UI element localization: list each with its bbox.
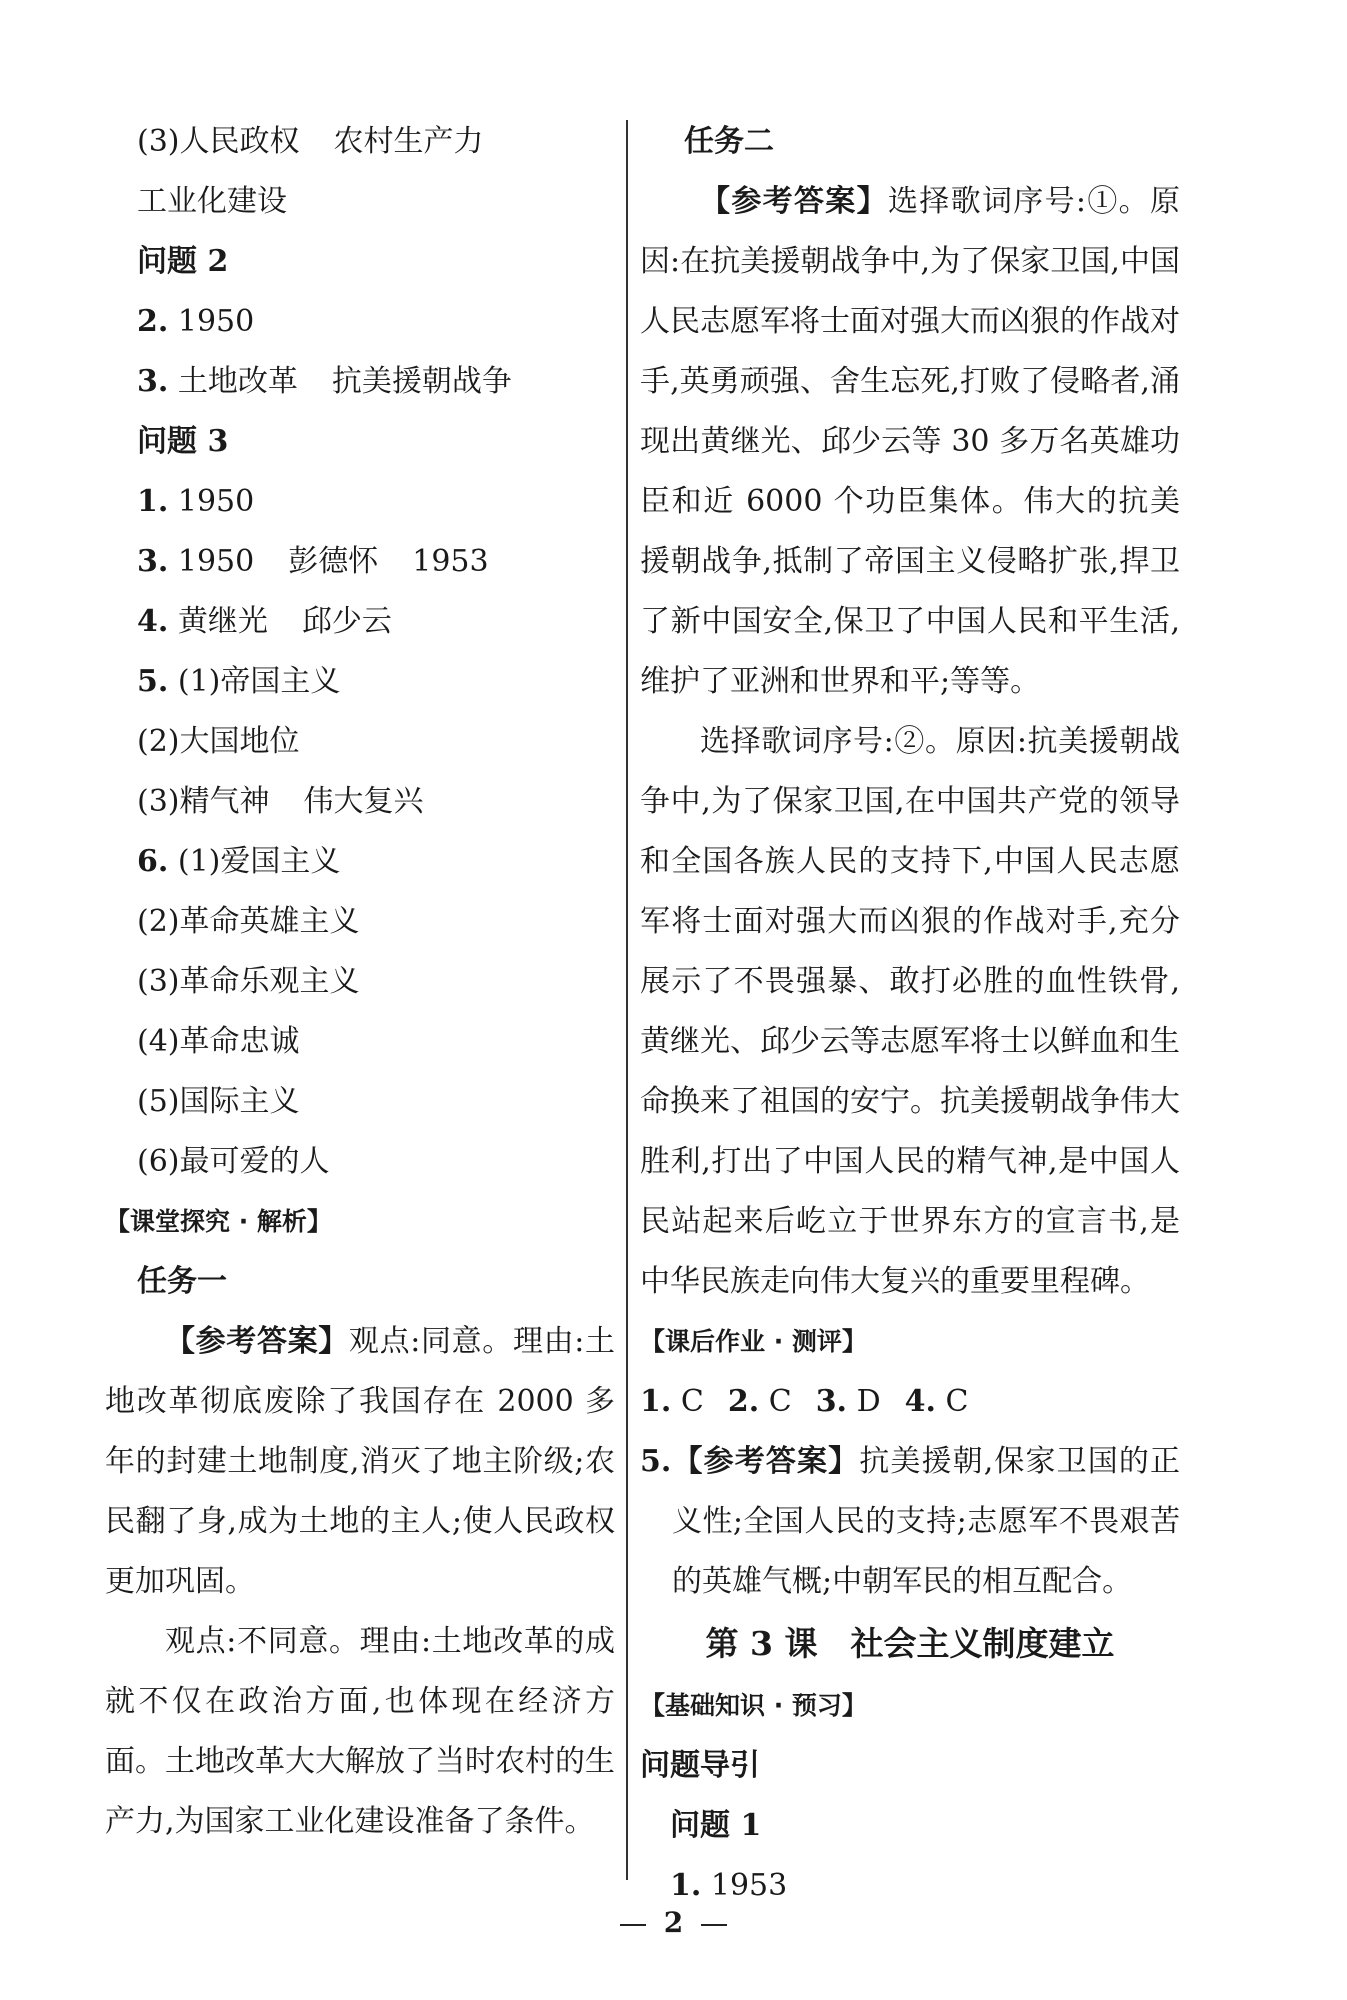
answer-line: 工业化建设 — [137, 184, 287, 219]
right-column — [640, 112, 1180, 1916]
item-number: 1. — [137, 484, 169, 519]
paragraph-text: 选择歌词序号:①。原因:在抗美援朝战争中,为了保家卫国,中国人民志愿军将士面对强大而凶狠的作战对手,英勇顽强、舍生忘死,打败了侵略者,涌现出黄继光、邱少云等 30 多万名英雄功臣和近 6000 个功臣集体。伟大的抗美援朝战争,抵制了帝国主义侵略扩张,捍卫了新中国安全,保卫了中国人民和平生活,维护了亚洲和世界和平;等等。 — [640, 184, 1181, 699]
paragraph-text: 观点:同意。理由:土地改革彻底废除了我国存在 2000 多年的封建土地制度,消灭了地主阶级;农民翻了身,成为土地的主人;使人民政权更加巩固。 — [105, 1324, 616, 1599]
item-number: 3. — [815, 1384, 848, 1419]
paragraph-text: 抗美援朝,保家卫国的正义性;全国人民的支持;志愿军不畏艰苦的英雄气概;中朝军民的相互配合。 — [672, 1444, 1180, 1599]
answer-line — [105, 772, 615, 832]
section-heading-homework: 【课后作业 · 测评】 — [640, 1327, 867, 1356]
lesson-title: 第 3 课 社会主义制度建立 — [705, 1624, 1115, 1663]
item-number: 6. — [137, 844, 169, 879]
answer-line: (5)国际主义 — [137, 1084, 300, 1119]
answer-text: 黄继光 — [177, 604, 268, 639]
answer-text: 彭德怀 — [288, 544, 379, 579]
answer-text: 土地改革 — [177, 364, 298, 399]
reference-answer-tag: 【参考答案】 — [671, 1444, 860, 1479]
answer-line: (3)革命乐观主义 — [137, 964, 360, 999]
answer-line — [105, 112, 615, 172]
answer-line: (2)革命英雄主义 — [137, 904, 360, 939]
answer-line: (2)大国地位 — [137, 724, 300, 759]
answer-text: C — [945, 1384, 969, 1419]
item-number: 1. — [670, 1868, 702, 1903]
question-heading: 问题 3 — [137, 424, 229, 459]
item-number: 3. — [137, 364, 169, 399]
item-number: 2. — [727, 1384, 760, 1419]
answer-text: C — [768, 1384, 792, 1419]
question-heading: 问题 2 — [137, 244, 229, 279]
answer-text: (3)精气神 — [137, 784, 270, 819]
answer-text: 1950 — [177, 304, 255, 339]
item-number: 5. — [137, 664, 169, 699]
item-number: 4. — [904, 1384, 936, 1419]
answer-text: 抗美援朝战争 — [331, 364, 512, 399]
answer-text: D — [856, 1384, 881, 1419]
answer-text: 伟大复兴 — [303, 784, 424, 819]
item-number: 4. — [137, 604, 169, 639]
column-divider — [626, 120, 628, 1880]
page-number — [0, 1903, 1347, 1943]
task1-paragraph-2: 观点:不同意。理由:土地改革的成就不仅在政治方面,也体现在经济方面。土地改革大大解放了当时农村的生产力,为国家工业化建设准备了条件。 — [105, 1624, 615, 1839]
dash-decoration — [620, 1924, 646, 1926]
answer-line — [105, 832, 615, 892]
section-heading-explore: 【课堂探究 · 解析】 — [105, 1207, 332, 1236]
question-heading: 问题 1 — [670, 1808, 762, 1843]
answer-line — [105, 532, 615, 592]
task2-paragraph-1 — [640, 172, 1180, 712]
answer-text: 农村生产力 — [333, 124, 484, 159]
task2-paragraph-2: 选择歌词序号:②。原因:抗美援朝战争中,为了保家卫国,在中国共产党的领导和全国各族人民的支持下,中国人民志愿军将士面对强大而凶狠的作战对手,充分展示了不畏强暴、敢打必胜的血性铁骨,黄继光、邱少云等志愿军将士以鲜血和生命换来了祖国的安宁。抗美援朝战争伟大胜利,打出了中国人民的精气神,是中国人民站起来后屹立于世界东方的宣言书,是中华民族走向伟大复兴的重要里程碑。 — [640, 724, 1180, 1299]
answer-text: (1)爱国主义 — [177, 844, 341, 879]
task-heading: 任务一 — [137, 1264, 227, 1299]
answer-text: 1950 — [177, 484, 255, 519]
page-number-text: 2 — [663, 1906, 684, 1939]
section-heading-basic: 【基础知识 · 预习】 — [640, 1691, 867, 1720]
answer-line — [105, 652, 615, 712]
reference-answer-tag: 【参考答案】 — [700, 184, 888, 219]
item-number: 5. — [640, 1444, 672, 1479]
answer-text: (3)人民政权 — [137, 124, 300, 159]
answer-text: 1950 — [177, 544, 255, 579]
answer-text: 邱少云 — [301, 604, 392, 639]
answer-line: (6)最可爱的人 — [137, 1144, 330, 1179]
answer-line — [105, 292, 615, 352]
left-column — [105, 112, 615, 1852]
task1-paragraph-1 — [105, 1312, 615, 1612]
answer-line — [105, 472, 615, 532]
item-number: 2. — [137, 304, 169, 339]
multiple-choice-answers — [640, 1372, 1180, 1432]
dash-decoration — [701, 1924, 727, 1926]
item-number: 1. — [640, 1384, 672, 1419]
answer-5-paragraph — [640, 1432, 1180, 1612]
answer-line — [105, 592, 615, 652]
answer-text: (1)帝国主义 — [177, 664, 341, 699]
answer-text: 1953 — [412, 544, 489, 579]
task-heading: 任务二 — [684, 124, 774, 159]
reference-answer-tag: 【参考答案】 — [165, 1324, 349, 1359]
item-number: 3. — [137, 544, 169, 579]
guide-heading: 问题导引 — [640, 1748, 760, 1783]
answer-text: 1953 — [710, 1868, 788, 1903]
answer-text: C — [680, 1384, 704, 1419]
answer-line — [105, 352, 615, 412]
answer-line: (4)革命忠诚 — [137, 1024, 300, 1059]
